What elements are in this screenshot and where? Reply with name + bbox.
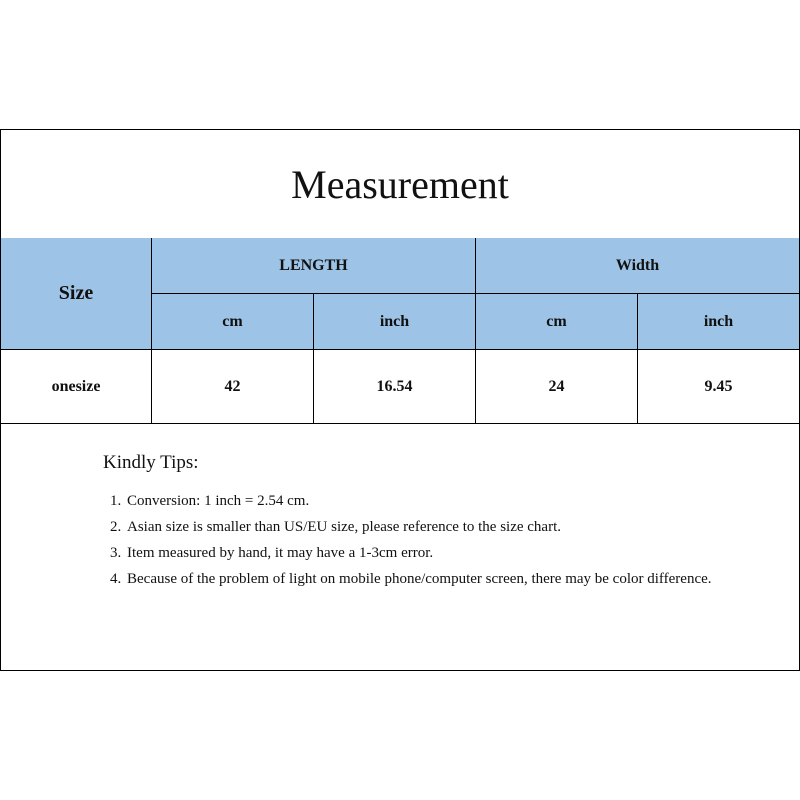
- kindly-tips: [103, 452, 743, 592]
- tip-item: 4. Because of the problem of light on mobile phone/computer screen, there may be color difference.: [125, 566, 743, 592]
- tips-title: Kindly Tips:: [103, 452, 199, 473]
- size-table: [1, 238, 799, 424]
- width-cm-header: cm: [476, 294, 638, 350]
- tip-item: 3. Item measured by hand, it may have a 1-3cm error.: [125, 540, 743, 566]
- length-cm-header: cm: [152, 294, 314, 350]
- length-cm-value: 42: [152, 350, 314, 424]
- length-inch-value: 16.54: [314, 350, 476, 424]
- row-size-label: onesize: [1, 350, 152, 424]
- width-group-header: Width: [476, 238, 799, 294]
- tip-item: 1. Conversion: 1 inch = 2.54 cm.: [125, 488, 743, 514]
- chart-title: Measurement: [1, 130, 799, 239]
- tips-list: [103, 488, 743, 592]
- length-group-header: LENGTH: [152, 238, 476, 294]
- width-inch-header: inch: [638, 294, 799, 350]
- size-column-header: Size: [1, 238, 152, 350]
- width-inch-value: 9.45: [638, 350, 799, 424]
- measurement-chart: [0, 129, 800, 671]
- tip-item: 2. Asian size is smaller than US/EU size, please reference to the size chart.: [125, 514, 743, 540]
- width-cm-value: 24: [476, 350, 638, 424]
- length-inch-header: inch: [314, 294, 476, 350]
